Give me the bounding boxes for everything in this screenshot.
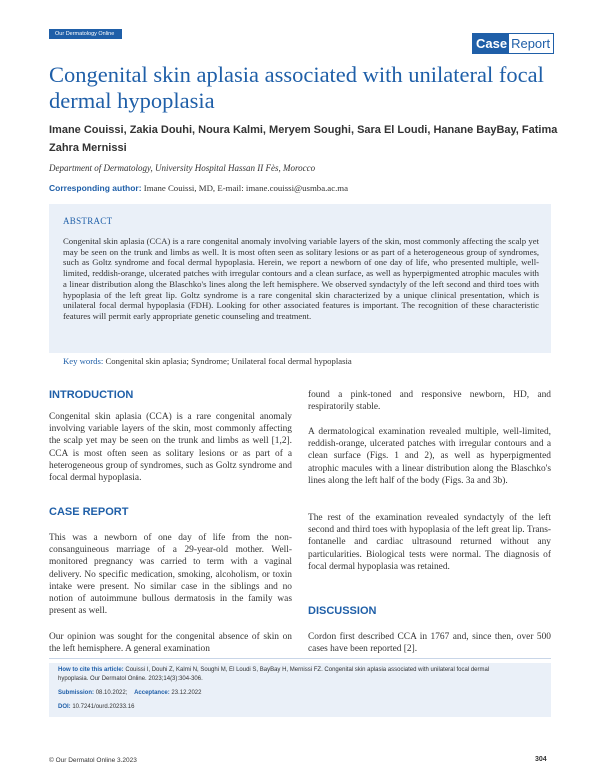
- citation-label: How to cite this article:: [58, 667, 124, 673]
- doi-label: DOI:: [58, 704, 71, 710]
- case-report-paragraph-4: A dermatological examination revealed multiple, well-limited, reddish-orange, ulcerated patches with irregular contours and a clean surface (Figs. 1 and 2), as well as hyperpigmented atrophic macules with a linear distribution along the Blaschko's lines along the left half of the body (Figs. 3a and 3b).: [308, 427, 551, 486]
- introduction-heading: INTRODUCTION: [49, 389, 134, 401]
- keywords: [63, 356, 352, 366]
- keywords-text: Congenital skin aplasia; Syndrome; Unilateral focal dermal hypoplasia: [105, 356, 352, 366]
- submission-label: Submission:: [58, 690, 95, 696]
- corresponding-text: Imane Couissi, MD, E-mail: imane.couissi@usmba.ac.ma: [143, 183, 349, 193]
- page-number: 304: [535, 756, 547, 763]
- journal-tab: Our Dermatology Online: [49, 29, 122, 39]
- abstract-heading: ABSTRACT: [63, 216, 113, 226]
- citation-line-2: hypoplasia. Our Dermatol Online. 2023;14(3):304-306.: [58, 676, 203, 682]
- keywords-label: Key words:: [63, 356, 104, 366]
- corresponding-author: [49, 183, 348, 193]
- discussion-paragraph: Cordon first described CCA in 1767 and, since then, over 500 cases have been reported [2].: [308, 632, 551, 655]
- doi-link[interactable]: 10.7241/ourd.20233.16: [72, 704, 135, 710]
- submission-date: 08.10.2022;: [95, 690, 128, 696]
- introduction-paragraph: Congenital skin aplasia (CCA) is a rare congenital anomaly involving variable layers of the skin, most commonly affecting the scalp yet may be seen on the trunk and limbs as well [1,2]. CCA is most often seen as solitary lesions or as part of a heterogeneous group of syndromes, such as Goltz syndrome and focal dermal hypoplasia.: [49, 412, 292, 484]
- case-report-heading: CASE REPORT: [49, 506, 129, 518]
- corresponding-label: Corresponding author:: [49, 183, 142, 193]
- citation-line-1: [58, 666, 489, 674]
- abstract-text: Congenital skin aplasia (CCA) is a rare congenital anomaly involving variable layers of the skin, most commonly affecting the scalp yet may be seen on the trunk and limbs as well. It is most often seen as solitary lesions or as part of a heterogeneous group of syndromes, such as Goltz syndrome and focal dermal hypoplasia. Herein, we report a newborn of one day of life, who presented multiple, well-limited, reddish-orange, ulcerated patches with irregular contours and a clean surface, as well as hyperpigmented atrophic macules with a linear distribution along the Blaschko's lines along the left hemisphere. We observed syndactyly of the left second and third toes with hypoplasia of the left great lip. Goltz syndrome is a rare congenital skin characterized by a unique clinical presentation, which is unilateral focal dermal hypoplasia (FDH). Looking for other associated features is important. The recognition of these characteristic features will permit early appropriate genetic counseling and treatment.: [63, 236, 539, 321]
- case-report-paragraph-3: found a pink-toned and responsive newborn, HD, and respiratorily stable.: [308, 390, 551, 413]
- doi-line: [58, 703, 134, 711]
- badge-case: Case: [473, 34, 509, 53]
- article-title: Congenital skin aplasia associated with unilateral focal dermal hypoplasia: [49, 62, 544, 113]
- copyright: © Our Dermatol Online 3.2023: [49, 757, 137, 764]
- case-report-paragraph-1: This was a newborn of one day of life from the non-consanguineous marriage of a 29-year-old mother. Well-monitored pregnancy was carried to term with a vaginal delivery. No specific medication, smoking, alcoholism, or toxin intake were present. No similar case in the siblings and no notion of autoimmune bullous dermatosis in the family was present as well.: [49, 533, 292, 617]
- dates-line: [58, 689, 201, 697]
- case-report-paragraph-5: The rest of the examination revealed syndactyly of the left second and third toes with hypoplasia of the left great lip. Trans-fontanelle and cardiac ultrasound returned without any particularities. Biological tests were normal. The diagnosis of focal dermal hypoplasia was retained.: [308, 513, 551, 572]
- article-type-badge: [472, 33, 554, 54]
- citation-text-1: Couissi I, Douhi Z, Kalmi N, Soughi M, El Loudi S, BayBay H, Mernissi FZ. Congenital skin aplasia associated with unilateral focal dermal: [125, 667, 490, 673]
- acceptance-date: 23.12.2022: [171, 690, 202, 696]
- acceptance-label: Acceptance:: [134, 690, 170, 696]
- case-report-paragraph-2: Our opinion was sought for the congenital absence of skin on the left hemisphere. A general examination: [49, 632, 292, 655]
- badge-report: Report: [511, 36, 551, 51]
- author-list: Imane Couissi, Zakia Douhi, Noura Kalmi, Meryem Soughi, Sara El Loudi, Hanane BayBay, Fatima Zahra Mernissi: [49, 124, 558, 154]
- footer-divider: [49, 658, 551, 659]
- affiliation: Department of Dermatology, University Hospital Hassan II Fès, Morocco: [49, 163, 316, 173]
- discussion-heading: DISCUSSION: [308, 605, 377, 617]
